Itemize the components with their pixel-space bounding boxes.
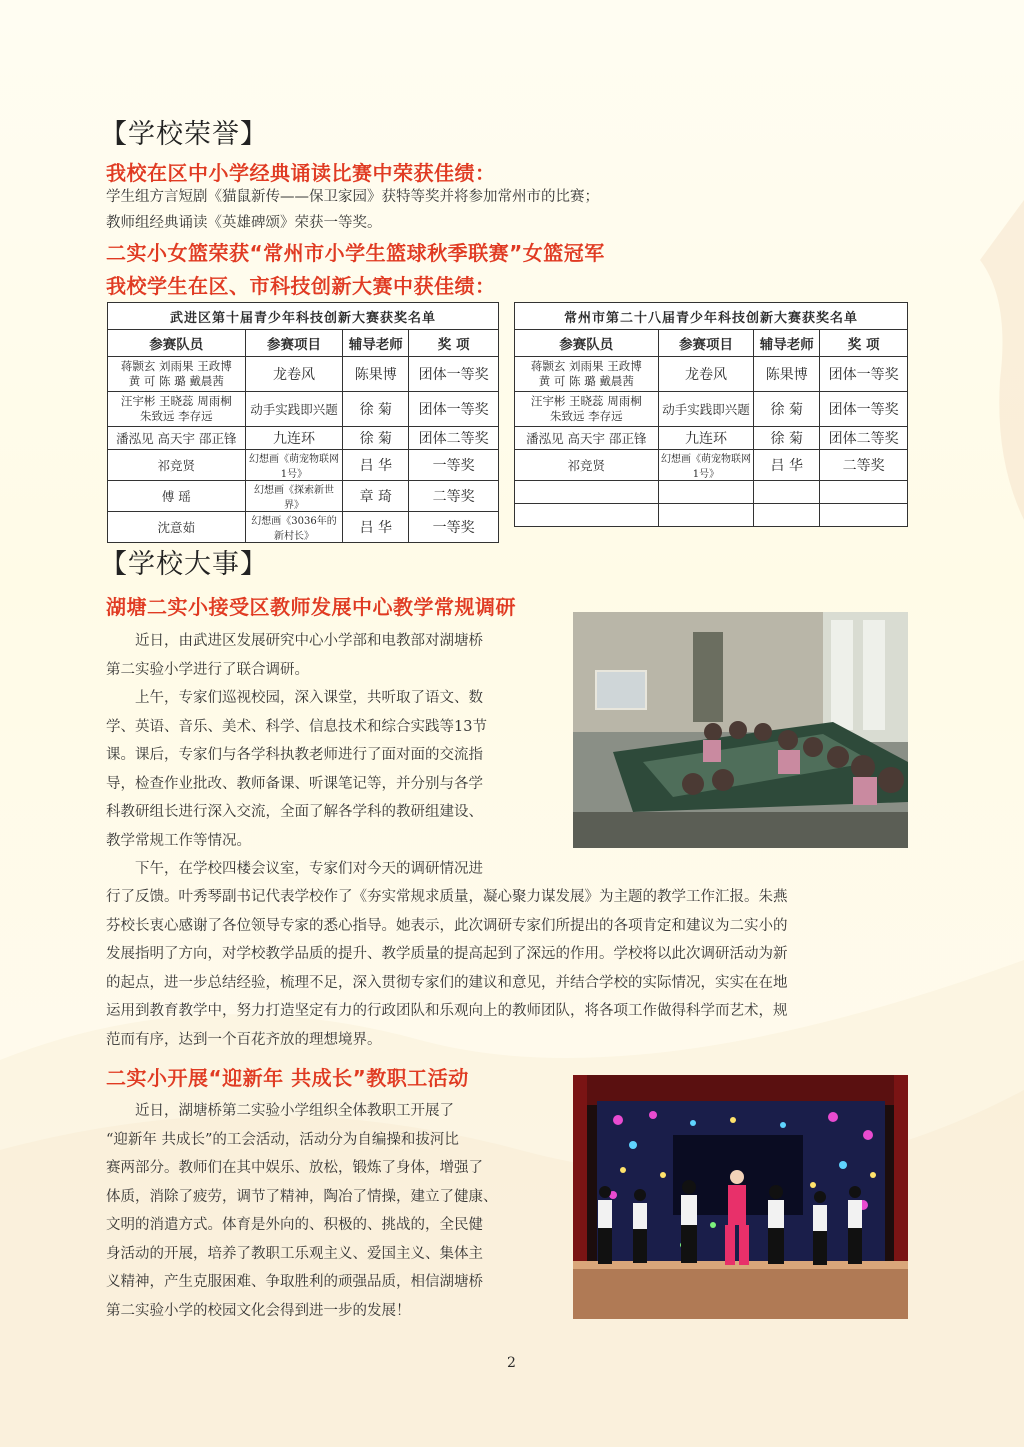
column-header: 辅导老师 — [754, 330, 820, 357]
paragraph-line: 课。课后，专家们与各学科执教老师进行了面对面的交流指 — [106, 747, 483, 763]
paragraph-line: 近日，由武进区发展研究中心小学部和电教部对湖塘桥 — [135, 633, 483, 649]
team-members: 汪宇彬 王晓蕊 周雨桐 — [530, 394, 642, 408]
team-members: 蒋颢玄 刘雨果 王政博 — [530, 359, 642, 373]
project-cell: 九连环 — [658, 427, 754, 450]
team-members: 黄 可 陈 璐 戴晨茜 — [538, 374, 634, 388]
teacher-cell: 陈果博 — [343, 357, 409, 392]
paragraph-line: 第二实验小学进行了联合调研。 — [106, 661, 309, 678]
team-members: 潘泓见 高天宇 邵正锋 — [515, 427, 659, 450]
paragraph-line: 赛两部分。教师们在其中娱乐、放松，锻炼了身体，增强了 — [106, 1160, 483, 1176]
project-cell: 幻想画《探索新世界》 — [245, 481, 343, 512]
project-cell: 幻想画《萌宠物联网1号》 — [658, 450, 754, 481]
paragraph-line: 的起点，进一步总结经验，梳理不足，深入贯彻专家们的建议和意见，并结合学校的实际情况，实实在在地 — [106, 974, 788, 991]
paragraph-line: 学、英语、音乐、美术、科学、信息技术和综合实践等13节 — [106, 718, 487, 735]
honor-line-student: 学生组方言短剧《猫鼠新传——保卫家园》获特等奖并将参加常州市的比赛； — [106, 189, 599, 205]
project-cell — [658, 504, 754, 527]
paragraph-line: 身活动的开展，培养了教职工乐观主义、爱国主义、集体主 — [106, 1245, 483, 1262]
award-cell: 团体一等奖 — [409, 392, 499, 427]
project-cell: 九连环 — [245, 427, 343, 450]
table-row — [515, 392, 908, 427]
paragraph-line: 导，检查作业批改、教师备课、听课笔记等，并分别与各学 — [106, 775, 483, 792]
team-members: 沈意茹 — [108, 512, 246, 543]
project-cell: 动手实践即兴题 — [245, 392, 343, 427]
column-header: 参赛项目 — [658, 330, 754, 357]
table-row — [108, 512, 499, 543]
table-row — [515, 357, 908, 392]
column-header: 奖 项 — [409, 330, 499, 357]
paragraph-line: 第二实验小学的校园文化会得到进一步的发展！ — [106, 1302, 411, 1319]
article1-title: 湖塘二实小接受区教师发展中心教学常规调研 — [106, 595, 516, 619]
team-members: 汪宇彬 王晓蕊 周雨桐 — [120, 394, 232, 408]
teacher-cell: 徐 菊 — [754, 427, 820, 450]
teacher-cell: 徐 菊 — [343, 392, 409, 427]
award-cell — [820, 481, 908, 504]
page-number: 2 — [507, 1355, 516, 1371]
award-cell: 团体二等奖 — [409, 427, 499, 450]
honor-section-heading: 【学校荣誉】 — [100, 119, 268, 150]
award-cell: 二等奖 — [820, 450, 908, 481]
team-members — [515, 481, 659, 504]
table-row — [108, 357, 499, 392]
award-cell: 一等奖 — [409, 512, 499, 543]
award-cell: 团体二等奖 — [820, 427, 908, 450]
team-members: 潘泓见 高天宇 邵正锋 — [108, 427, 246, 450]
paragraph-line: 芬校长衷心感谢了各位领导专家的悉心指导。她表示，此次调研专家们所提出的各项肯定和建议为二实小的 — [106, 917, 788, 934]
stage-performance-photo — [573, 1075, 908, 1319]
team-members: 蒋颢玄 刘雨果 王政博 — [120, 359, 232, 373]
award-cell: 团体一等奖 — [820, 357, 908, 392]
paragraph-line: 近日，湖塘桥第二实验小学组织全体教职工开展了 — [135, 1103, 454, 1119]
paragraph-line: 科教研组长进行深入交流，全面了解各学科的教研组建设、 — [106, 804, 483, 820]
column-header: 奖 项 — [820, 330, 908, 357]
table-row — [515, 450, 908, 481]
project-cell: 幻想画《3036年的新村长》 — [245, 512, 343, 543]
column-header: 辅导老师 — [343, 330, 409, 357]
team-members: 朱致远 李存远 — [549, 409, 623, 423]
paragraph-line: 义精神，产生克服困难、争取胜利的顽强品质，相信湖塘桥 — [106, 1274, 483, 1290]
teacher-cell: 徐 菊 — [343, 427, 409, 450]
teacher-cell — [754, 504, 820, 527]
table-row — [108, 427, 499, 450]
column-header: 参赛队员 — [108, 330, 246, 357]
table-caption: 武进区第十届青少年科技创新大赛获奖名单 — [108, 303, 499, 330]
table-row — [515, 504, 908, 527]
team-members: 朱致远 李存远 — [139, 409, 213, 423]
paragraph-line: 行了反馈。叶秀琴副书记代表学校作了《夯实常规求质量，凝心聚力谋发展》为主题的教学工作汇报。朱燕 — [106, 889, 788, 905]
teacher-cell: 吕 华 — [343, 512, 409, 543]
team-members — [515, 504, 659, 527]
paragraph-line: 下午，在学校四楼会议室，专家们对今天的调研情况进 — [135, 861, 483, 877]
paragraph-line: 教学常规工作等情况。 — [106, 832, 251, 849]
team-members: 祁竞贤 — [108, 450, 246, 481]
paragraph-line: 体质，消除了疲劳，调节了精神，陶冶了情操，建立了健康、 — [106, 1188, 498, 1205]
paragraph-line: “迎新年 共成长”的工会活动，活动分为自编操和拔河比 — [106, 1131, 459, 1148]
meeting-photo — [573, 612, 908, 848]
project-cell — [658, 481, 754, 504]
table-caption: 常州市第二十八届青少年科技创新大赛获奖名单 — [515, 303, 908, 330]
award-cell: 团体一等奖 — [409, 357, 499, 392]
award-table-district — [107, 302, 499, 543]
article1-body-top — [106, 627, 561, 884]
team-members: 傅 瑶 — [108, 481, 246, 512]
events-section-heading: 【学校大事】 — [100, 549, 268, 580]
article2-body — [106, 1097, 561, 1325]
table-row — [108, 450, 499, 481]
team-members: 祁竞贤 — [515, 450, 659, 481]
column-header: 参赛队员 — [515, 330, 659, 357]
teacher-cell: 吕 华 — [754, 450, 820, 481]
award-cell — [820, 504, 908, 527]
paragraph-line: 范而有序，达到一个百花齐放的理想境界。 — [106, 1031, 382, 1048]
teacher-cell — [754, 481, 820, 504]
project-cell: 动手实践即兴题 — [658, 392, 754, 427]
honor-headline-science: 我校学生在区、市科技创新大赛中获佳绩： — [106, 274, 496, 298]
honor-headline-basketball: 二实小女篮荣获“常州市小学生篮球秋季联赛”女篮冠军 — [106, 241, 605, 265]
article2-title: 二实小开展“迎新年 共成长”教职工活动 — [106, 1066, 469, 1090]
teacher-cell: 陈果博 — [754, 357, 820, 392]
table-row — [108, 392, 499, 427]
honor-headline-recitation: 我校在区中小学经典诵读比赛中荣获佳绩： — [106, 161, 496, 185]
table-row — [515, 481, 908, 504]
award-cell: 团体一等奖 — [820, 392, 908, 427]
article1-body-bottom — [106, 883, 914, 1054]
award-cell: 一等奖 — [409, 450, 499, 481]
project-cell: 龙卷风 — [658, 357, 754, 392]
project-cell: 幻想画《萌宠物联网1号》 — [245, 450, 343, 481]
project-cell: 龙卷风 — [245, 357, 343, 392]
award-table-city — [514, 302, 908, 527]
paragraph-line: 文明的消遣方式。体育是外向的、积极的、挑战的，全民健 — [106, 1217, 483, 1233]
column-header: 参赛项目 — [245, 330, 343, 357]
table-row — [515, 427, 908, 450]
paragraph-line: 运用到教育教学中，努力打造坚定有力的行政团队和乐观向上的教师团队，将各项工作做得科学而艺术，规 — [106, 1003, 788, 1019]
paragraph-line: 上午，专家们巡视校园，深入课堂，共听取了语文、数 — [135, 690, 483, 706]
honor-line-teacher: 教师组经典诵读《英雄碑颂》荣获一等奖。 — [106, 215, 382, 231]
teacher-cell: 徐 菊 — [754, 392, 820, 427]
table-row — [108, 481, 499, 512]
teacher-cell: 章 琦 — [343, 481, 409, 512]
team-members: 黄 可 陈 璐 戴晨茜 — [128, 374, 224, 388]
award-cell: 二等奖 — [409, 481, 499, 512]
teacher-cell: 吕 华 — [343, 450, 409, 481]
paragraph-line: 发展指明了方向，对学校教学品质的提升、教学质量的提高起到了深远的作用。学校将以此次调研活动为新 — [106, 946, 788, 962]
